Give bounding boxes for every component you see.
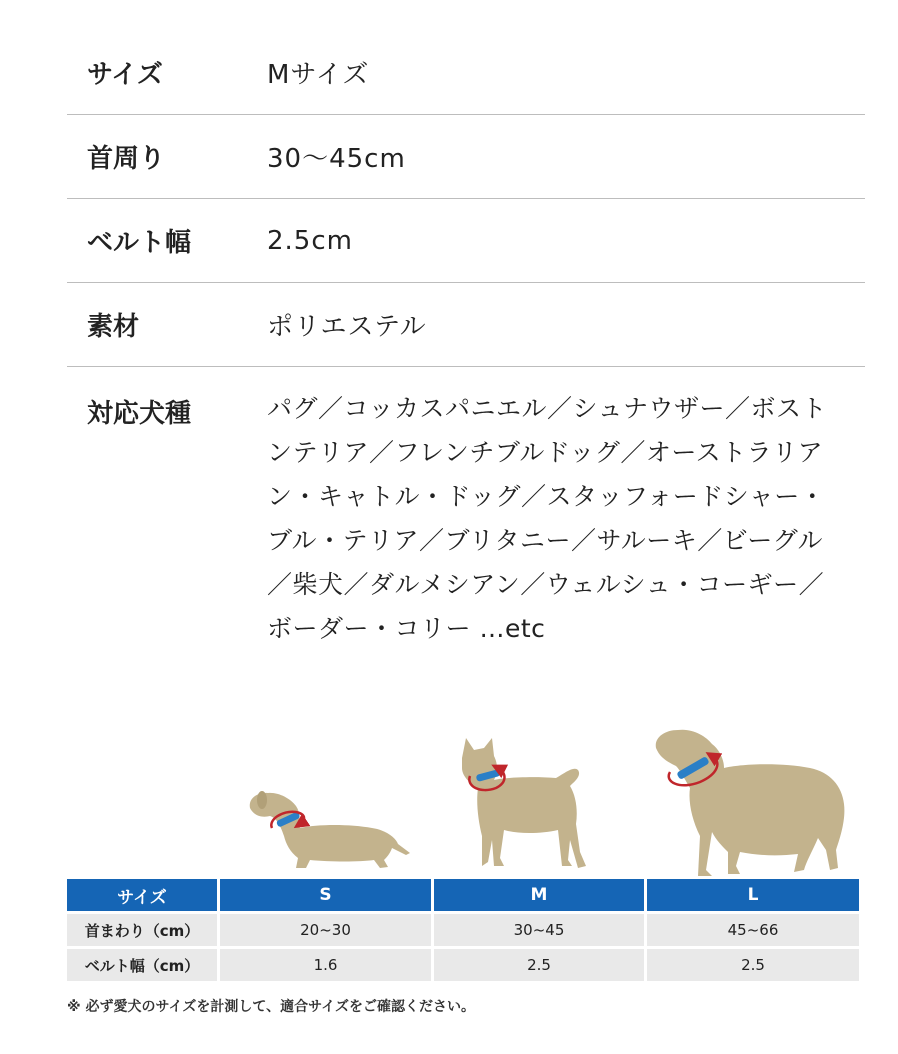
spec-label: 首周り: [87, 144, 166, 174]
row-label: ベルト幅（cm）: [67, 949, 217, 981]
table-cell: 1.6: [220, 949, 431, 981]
table-row: [67, 914, 859, 946]
table-row: [67, 949, 859, 981]
spec-label: 対応犬種: [87, 399, 192, 429]
spec-label: サイズ: [87, 59, 163, 90]
dog-illustrations: [0, 720, 898, 880]
spec-row-size: [67, 30, 865, 115]
row-label: 首まわり（cm）: [67, 914, 217, 946]
spec-value: Mサイズ: [267, 59, 370, 90]
spec-row-material: [67, 283, 865, 367]
spec-label: ベルト幅: [87, 228, 192, 258]
spec-label: 素材: [87, 312, 140, 342]
spec-value: 2.5cm: [267, 225, 353, 256]
spec-list: [67, 30, 865, 651]
dachshund-icon: [250, 791, 410, 868]
size-header-label: サイズ: [67, 879, 217, 911]
size-header-l: L: [647, 879, 859, 911]
size-table: [64, 876, 862, 984]
spec-row-belt-width: [67, 199, 865, 283]
size-table-header: [67, 879, 859, 911]
table-cell: 20~30: [220, 914, 431, 946]
spec-row-breeds: [67, 367, 865, 651]
table-cell: 2.5: [647, 949, 859, 981]
shiba-icon: [462, 738, 586, 868]
table-cell: 2.5: [434, 949, 644, 981]
size-header-m: M: [434, 879, 644, 911]
spec-value: 30～45cm: [267, 144, 406, 174]
spec-row-neck: [67, 115, 865, 199]
table-cell: 45~66: [647, 914, 859, 946]
spec-value: パグ／コッカスパニエル／シュナウザー／ボストンテリア／フレンチブルドッグ／オーストラリアン・キャトル・ドッグ／スタッフォードシャー・ブル・テリア／ブリタニー／サルーキ／ビーグル／柴犬／ダルメシアン／ウェルシュ・コーギー／ボーダー・コリー …etc: [267, 394, 828, 643]
sizing-note: ※ 必ず愛犬のサイズを計測して、適合サイズをご確認ください。: [67, 999, 475, 1015]
large-dog-icon: [656, 730, 845, 876]
spec-value: ポリエステル: [267, 312, 427, 342]
size-header-s: S: [220, 879, 431, 911]
table-cell: 30~45: [434, 914, 644, 946]
